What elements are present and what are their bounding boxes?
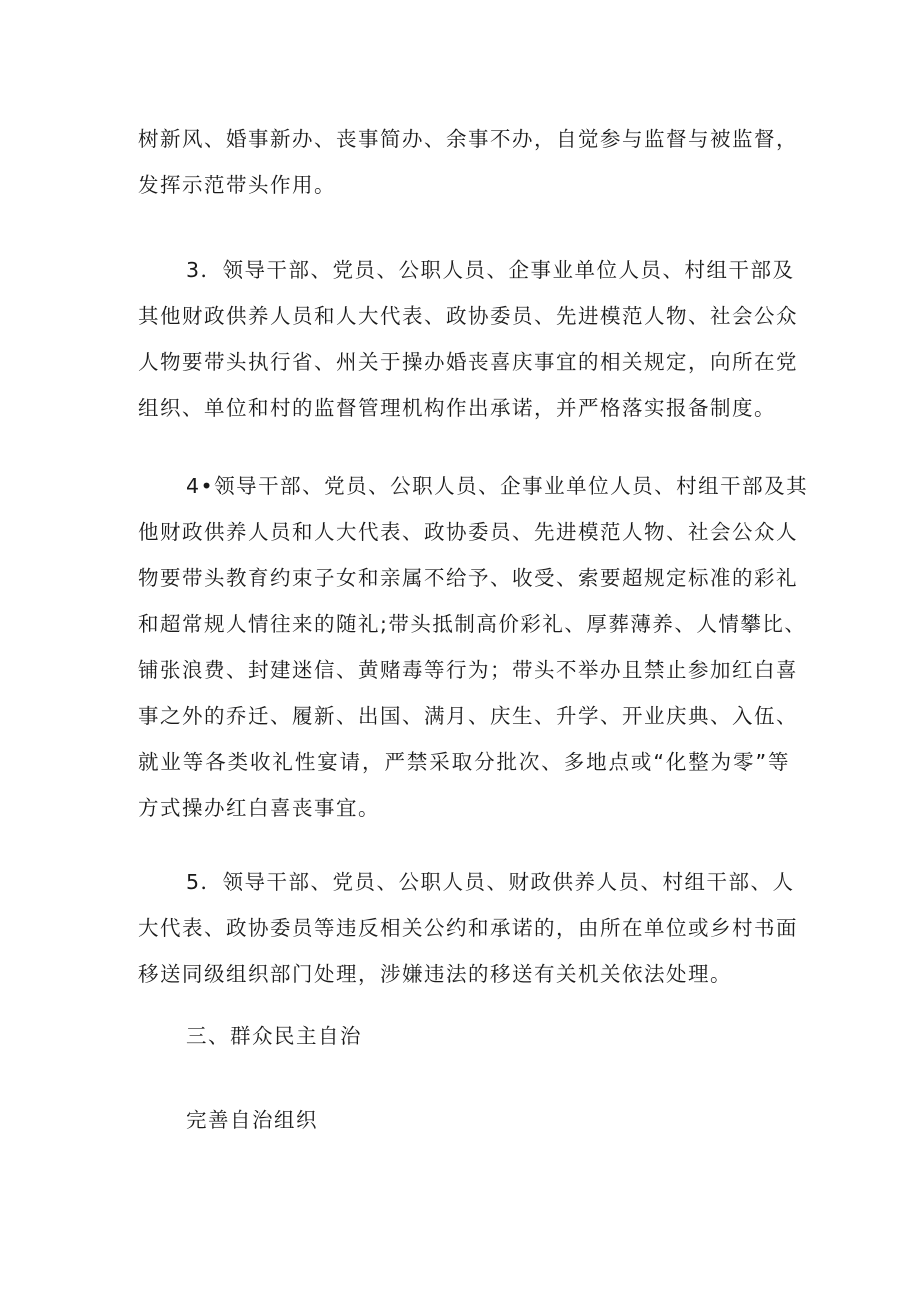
text-line: 5．领导干部、党员、公职人员、财政供养人员、村组干部、人 xyxy=(186,870,795,894)
text-line: 方式操办红白喜丧事宜。 xyxy=(138,796,380,820)
text-line: 组织、单位和村的监督管理机构作出承诺，并严格落实报备制度。 xyxy=(138,396,776,420)
text-line: 事之外的乔迁、履新、出国、满月、庆生、升学、开业庆典、入伍、 xyxy=(138,704,798,728)
paragraph-item-5 xyxy=(138,859,798,997)
text-line: 大代表、政协委员等违反相关公约和承诺的，由所在单位或乡村书面 xyxy=(138,916,798,940)
text-line: 铺张浪费、封建迷信、黄赌毒等行为；带头不举办且禁止参加红白喜 xyxy=(138,658,798,682)
text-line: 3．领导干部、党员、公职人员、企事业单位人员、村组干部及 xyxy=(186,258,795,282)
paragraph-item-3 xyxy=(138,247,798,431)
text-line: 他财政供养人员和人大代表、政协委员、先进模范人物、社会公众人 xyxy=(138,520,798,544)
text-line: 移送同级组织部门处理，涉嫌违法的移送有关机关依法处理。 xyxy=(138,962,732,986)
text-line: 人物要带头执行省、州关于操办婚丧喜庆事宜的相关规定，向所在党 xyxy=(138,350,798,374)
text-line: 树新风、婚事新办、丧事简办、余事不办，自觉参与监督与被监督， xyxy=(138,127,798,151)
text-line: 就业等各类收礼性宴请，严禁采取分批次、多地点或“化整为零”等 xyxy=(138,750,790,774)
text-line: 其他财政供养人员和人大代表、政协委员、先进模范人物、社会公众 xyxy=(138,304,798,328)
text-line: 物要带头教育约束子女和亲属不给予、收受、索要超规定标准的彩礼 xyxy=(138,566,798,590)
text-line: 4•领导干部、党员、公职人员、企事业单位人员、村组干部及其 xyxy=(186,474,809,498)
text-line: 和超常规人情往来的随礼;带头抵制高价彩礼、厚葬薄养、人情攀比、 xyxy=(138,612,807,636)
paragraph-item-4 xyxy=(138,463,809,831)
paragraph-continuation xyxy=(138,116,798,208)
text-line: 发挥示范带头作用。 xyxy=(138,173,336,197)
subsection-heading: 完善自治组织 xyxy=(186,1108,318,1132)
section-heading: 三、群众民主自治 xyxy=(186,1024,362,1048)
